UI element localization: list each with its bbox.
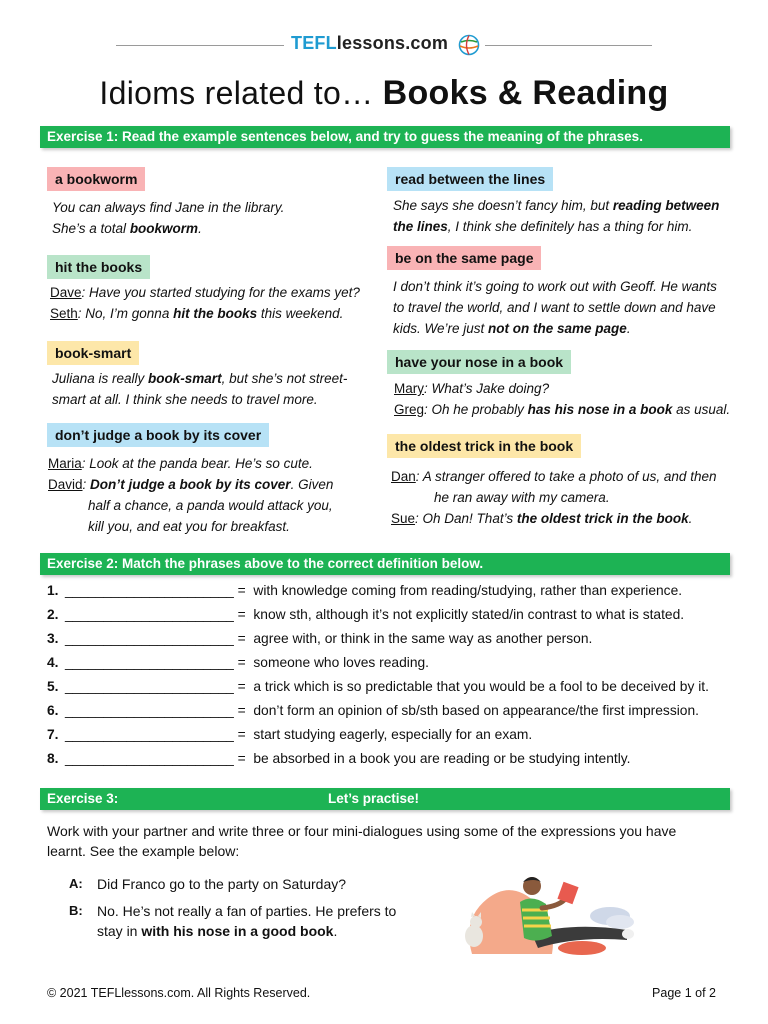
- text: : Oh Dan! That’s: [415, 511, 517, 526]
- definition-text: a trick which is so predictable that you would be a fool to be deceived by it.: [253, 679, 709, 694]
- exercise3-bar: [40, 788, 730, 810]
- text: Juliana is really: [52, 371, 149, 386]
- definition-row: [47, 580, 682, 602]
- answer-blank[interactable]: ______________________ =: [65, 703, 246, 718]
- example-line: [393, 216, 719, 237]
- text: : Look at the panda bear. He’s so cute.: [81, 456, 313, 471]
- header-rule-left: [116, 45, 284, 46]
- item-number: 6.: [47, 703, 59, 718]
- text: : What’s Jake doing?: [424, 381, 550, 396]
- definition-text: know sth, although it’s not explicitly stated/in contrast to what is stated.: [253, 607, 685, 622]
- answer-blank[interactable]: ______________________ =: [65, 631, 246, 646]
- example-line: [393, 195, 719, 216]
- answer-blank[interactable]: ______________________ =: [65, 751, 246, 766]
- exercise3-heading: Let’s practise!: [328, 791, 420, 806]
- example-read-between: [393, 195, 719, 237]
- answer-blank[interactable]: ______________________ =: [65, 607, 246, 622]
- example-line: [391, 508, 716, 529]
- example-line: [52, 368, 347, 389]
- answer-blank[interactable]: ______________________ =: [65, 583, 246, 598]
- idiom-tag-same-page: be on the same page: [387, 246, 541, 270]
- text: .: [688, 511, 693, 526]
- text: : No, I’m gonna: [77, 306, 174, 321]
- example-oldest-trick: [391, 466, 716, 529]
- example-book-smart: [52, 368, 347, 410]
- text: She’s a total: [52, 221, 130, 236]
- idiom-tag-dont-judge: don’t judge a book by its cover: [47, 423, 269, 447]
- speaker-a-text: Did Franco go to the party on Saturday?: [97, 876, 347, 892]
- item-number: 2.: [47, 607, 59, 622]
- idiom-highlight: Don’t judge a book by its cover: [90, 477, 291, 492]
- text: . Given: [290, 477, 334, 492]
- title-light: Idioms related to…: [99, 75, 374, 111]
- text: stay in: [97, 923, 142, 939]
- definition-row: [47, 652, 429, 674]
- answer-blank[interactable]: ______________________ =: [65, 727, 246, 742]
- example-line: kill you, and eat you for breakfast.: [88, 519, 290, 534]
- logo-part-com: .com: [405, 33, 449, 53]
- definition-text: don’t form an opinion of sb/sth based on appearance/the first impression.: [253, 703, 699, 718]
- logo-part-lessons: lessons: [336, 33, 406, 53]
- example-line: [50, 282, 360, 303]
- page-number: Page 1 of 2: [652, 986, 716, 1000]
- site-logo: [291, 33, 448, 54]
- example-line: You can always find Jane in the library.: [52, 200, 285, 215]
- exercise3-instructions: [47, 821, 737, 861]
- exercise1-bar: [40, 126, 730, 148]
- definition-row: [47, 748, 631, 770]
- idiom-tag-bookworm: a bookworm: [47, 167, 145, 191]
- text: :: [82, 477, 91, 492]
- example-same-page: [393, 276, 717, 339]
- example-bookworm: [52, 197, 284, 239]
- text: kids. We’re just: [393, 321, 489, 336]
- text: as usual.: [672, 402, 731, 417]
- text: She says she doesn’t fancy him, but: [393, 198, 613, 213]
- text: .: [198, 221, 202, 236]
- title-bold: Books & Reading: [382, 74, 669, 112]
- answer-blank[interactable]: ______________________ =: [65, 679, 246, 694]
- definition-row: [47, 676, 709, 698]
- instruction-line: Work with your partner and write three or four mini-dialogues using some of the expressions you have: [47, 823, 677, 839]
- instruction-line: learnt. See the example below:: [47, 843, 240, 859]
- answer-blank[interactable]: ______________________ =: [65, 655, 246, 670]
- definition-row: [47, 700, 699, 722]
- globe-icon: [458, 34, 480, 56]
- speaker: David: [48, 477, 83, 492]
- definition-text: be absorbed in a book you are reading or be studying intently.: [253, 751, 631, 766]
- idiom-highlight: the lines: [393, 219, 448, 234]
- exercise3-label: Exercise 3:: [47, 791, 119, 806]
- logo-part-tefl: TEFL: [291, 33, 337, 53]
- example-line: smart at all. I think she needs to travel more.: [52, 392, 318, 407]
- definition-row: [47, 724, 532, 746]
- speaker: Seth: [50, 306, 78, 321]
- idiom-highlight: book-smart: [148, 371, 222, 386]
- example-dont-judge: [48, 453, 333, 537]
- text: : Oh he probably: [424, 402, 528, 417]
- item-number: 4.: [47, 655, 59, 670]
- example-line: [394, 399, 730, 420]
- speaker-a-label: A:: [69, 876, 83, 891]
- text: , I think she definitely has a thing for him.: [447, 219, 693, 234]
- text: .: [333, 923, 338, 939]
- example-nose-in-book: [394, 378, 730, 420]
- example-line: [393, 318, 717, 339]
- item-number: 5.: [47, 679, 59, 694]
- example-line: [391, 466, 716, 487]
- example-line: to travel the world, and I want to settle down and have: [393, 300, 716, 315]
- example-line: I don’t think it’s going to work out with Geoff. He wants: [393, 279, 717, 294]
- text: : A stranger offered to take a photo of us, and then: [415, 469, 717, 484]
- speaker: Dave: [50, 285, 82, 300]
- idiom-highlight: hit the books: [173, 306, 258, 321]
- exercise2-bar: [40, 553, 730, 575]
- speaker: Mary: [394, 381, 424, 396]
- exercise2-label: Exercise 2: Match the phrases above to the correct definition below.: [47, 556, 484, 571]
- example-line: [48, 453, 333, 474]
- speaker-b-text: [97, 901, 396, 941]
- idiom-tag-oldest-trick: the oldest trick in the book: [387, 434, 581, 458]
- speaker-b-label: B:: [69, 903, 83, 918]
- text: : Have you started studying for the exams yet?: [81, 285, 360, 300]
- reading-person-illustration: [462, 864, 642, 959]
- speaker: Sue: [391, 511, 416, 526]
- idiom-highlight: not on the same page: [488, 321, 627, 336]
- definition-text: start studying eagerly, especially for an exam.: [253, 727, 533, 742]
- idiom-highlight: the oldest trick in the book: [516, 511, 689, 526]
- header-rule-right: [485, 45, 652, 46]
- item-number: 1.: [47, 583, 59, 598]
- example-line: [52, 218, 284, 239]
- speaker: Greg: [394, 402, 425, 417]
- example-line: [394, 378, 730, 399]
- example-hit-the-books: [50, 282, 360, 324]
- speaker: Maria: [48, 456, 82, 471]
- example-line: he ran away with my camera.: [434, 490, 610, 505]
- idiom-highlight: has his nose in a book: [527, 402, 673, 417]
- text: , but she’s not street-: [221, 371, 348, 386]
- copyright-text: © 2021 TEFLlessons.com. All Rights Reserved.: [47, 986, 311, 1000]
- page-title: [0, 74, 768, 113]
- example-line: [50, 303, 360, 324]
- idiom-highlight: with his nose in a good book: [141, 923, 334, 939]
- text: .: [626, 321, 631, 336]
- definition-text: with knowledge coming from reading/studying, rather than experience.: [253, 583, 683, 598]
- item-number: 3.: [47, 631, 59, 646]
- idiom-highlight: bookworm: [129, 221, 199, 236]
- idiom-tag-book-smart: book-smart: [47, 341, 139, 365]
- idiom-tag-nose-in-book: have your nose in a book: [387, 350, 571, 374]
- dialogue-line: [97, 921, 396, 941]
- speaker: Dan: [391, 469, 416, 484]
- item-number: 7.: [47, 727, 59, 742]
- text: this weekend.: [257, 306, 344, 321]
- definition-row: [47, 628, 592, 650]
- dialogue-line: No. He’s not really a fan of parties. He prefers to: [97, 903, 397, 919]
- example-line: half a chance, a panda would attack you,: [88, 498, 333, 513]
- idiom-tag-read-between: read between the lines: [387, 167, 553, 191]
- example-line: [48, 474, 333, 495]
- definition-row: [47, 604, 684, 626]
- exercise1-label: Exercise 1: Read the example sentences below, and try to guess the meaning of the phrases.: [47, 129, 643, 144]
- definition-text: someone who loves reading.: [253, 655, 430, 670]
- item-number: 8.: [47, 751, 59, 766]
- definition-text: agree with, or think in the same way as another person.: [253, 631, 593, 646]
- idiom-tag-hit-the-books: hit the books: [47, 255, 150, 279]
- idiom-highlight: reading between: [612, 198, 720, 213]
